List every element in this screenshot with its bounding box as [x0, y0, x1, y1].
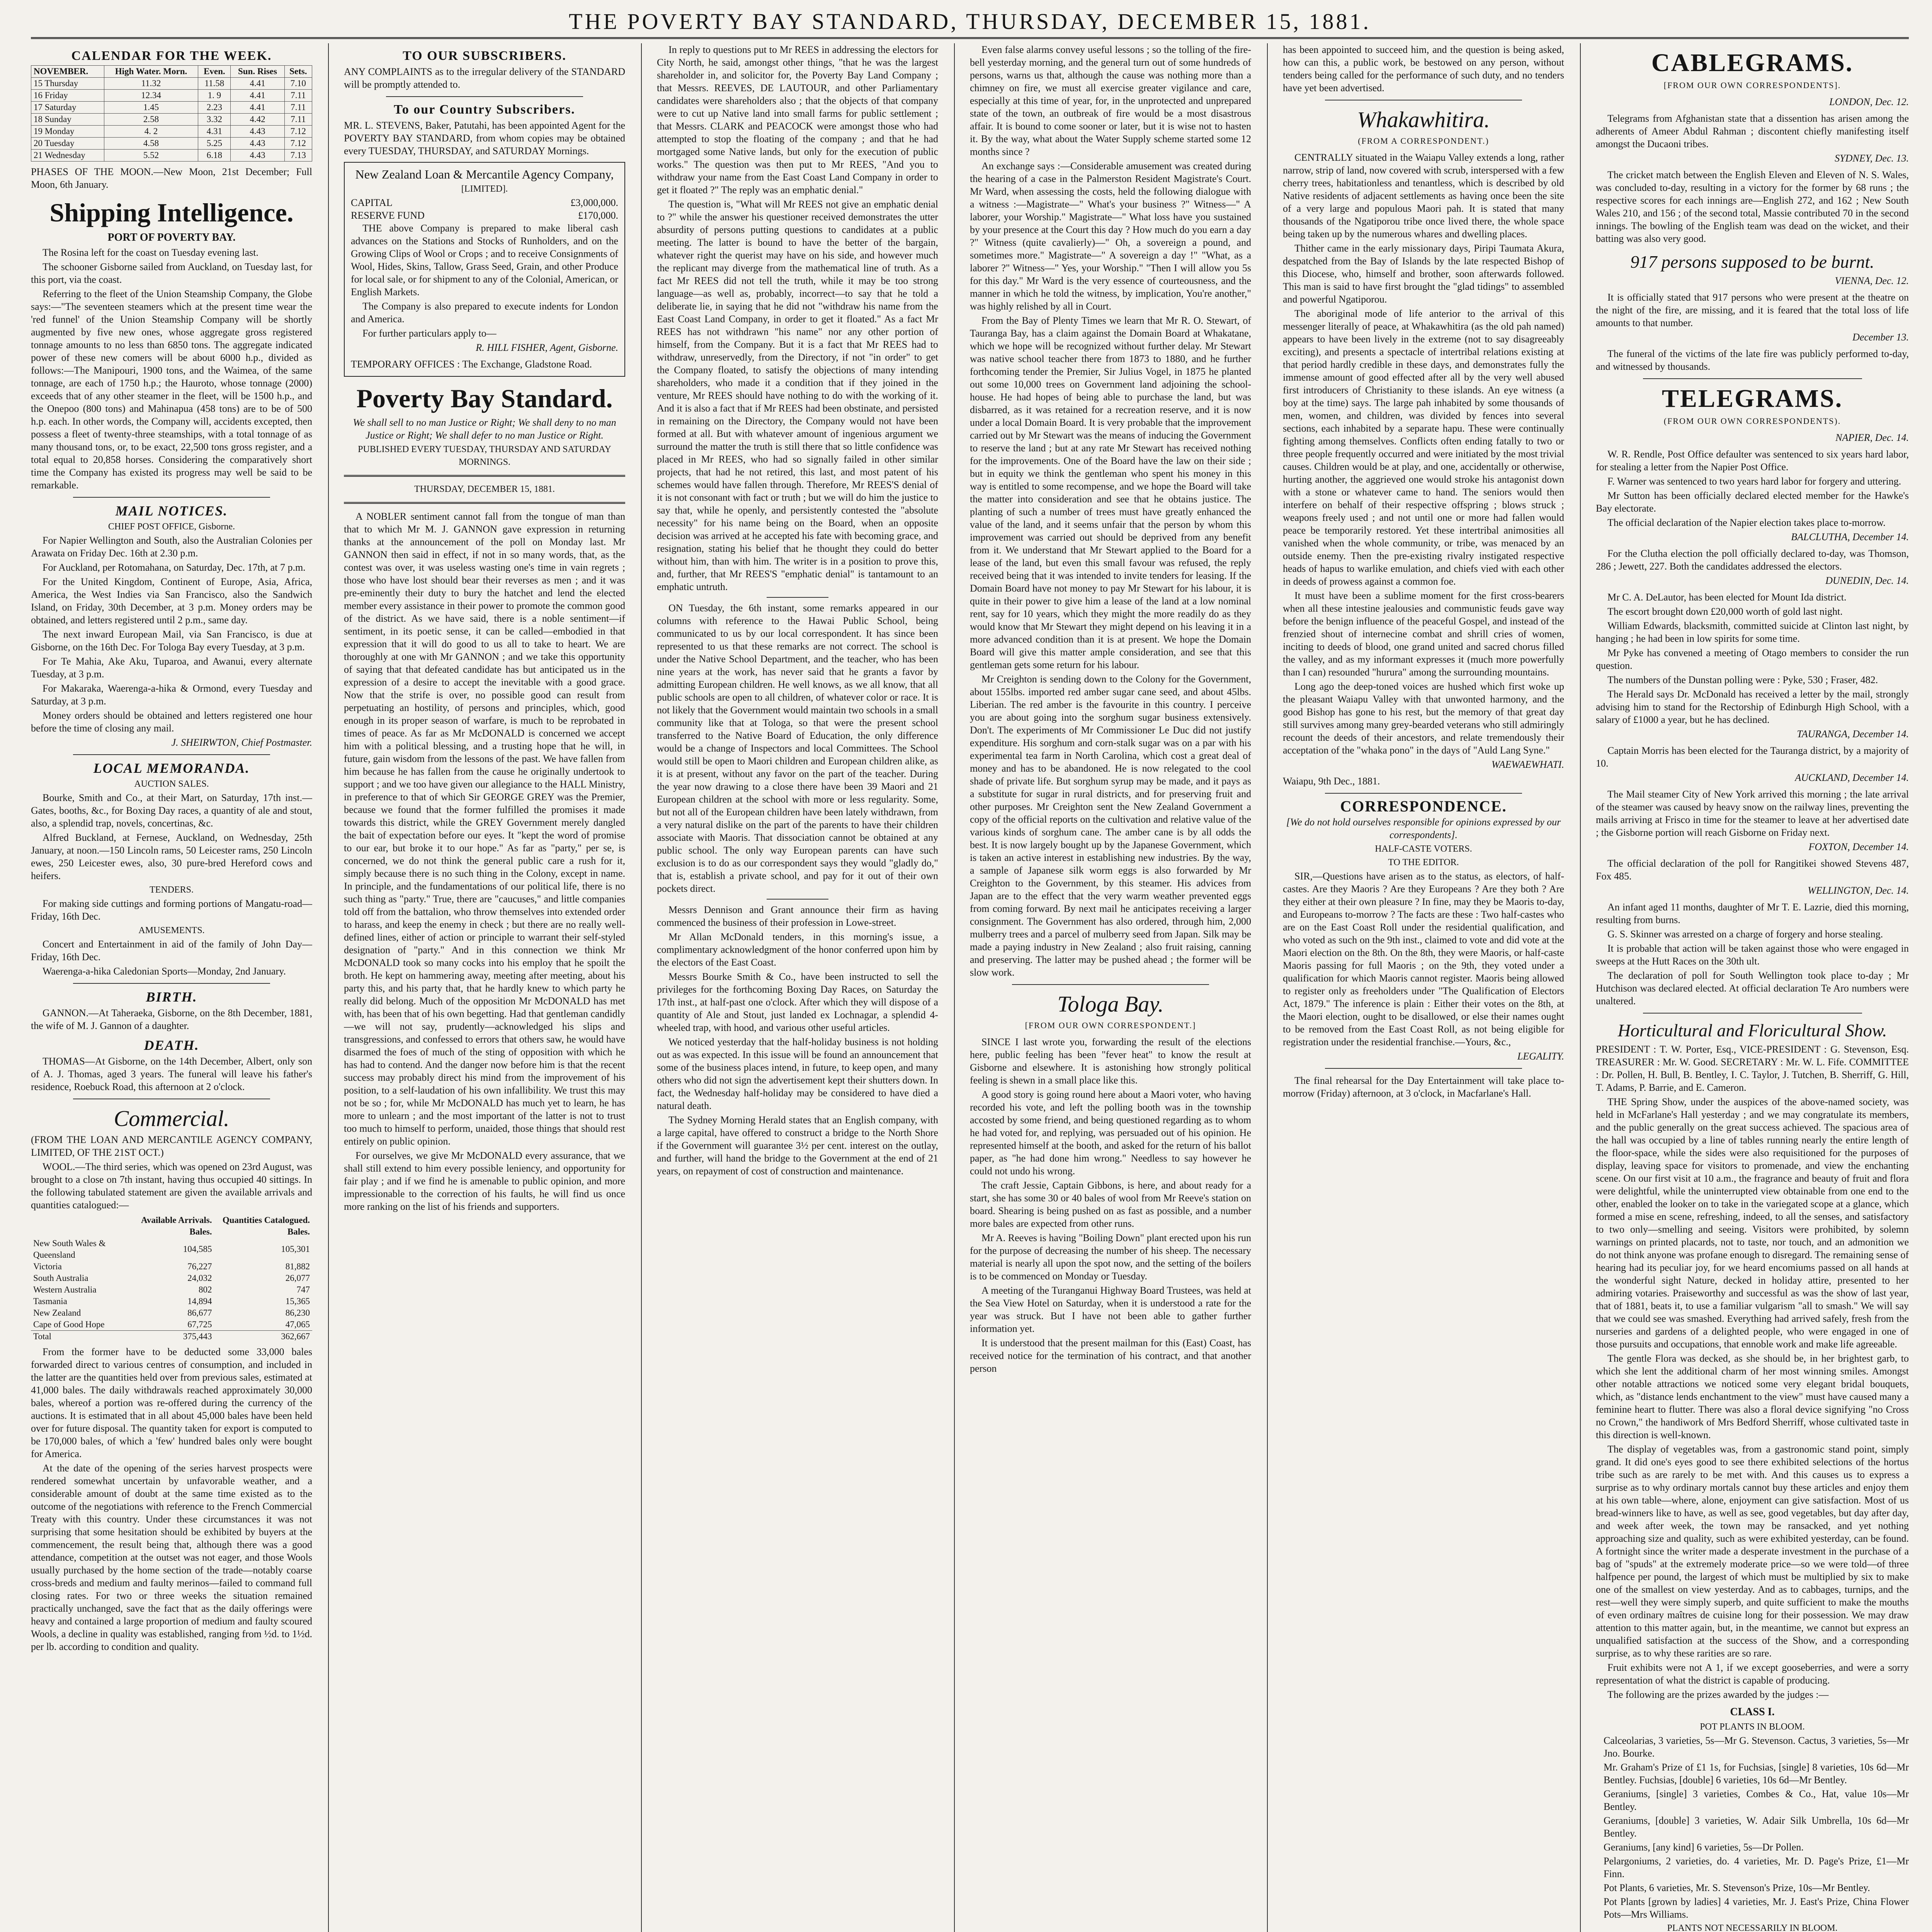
- letter-paragraph: SIR,—Questions have arisen as to the status, as electors, of half-castes. Are they Maoris ? Are they Europeans ? Are they both ? Are they either at their own pleasure ? In fine, may they be Maoris to-day, and Europeans to-morrow ? The facts are these : Two half-castes who are on the East Coast Roll under the residential qualification, and who voted as such on the 9th inst., claimed to vote and did vote at the Maori election on the 8th. On the 8th, they were Maoris, or half-caste Maoris passing for full Maoris ; on the 9th, they voted under a qualification for which Maoris cannot register. Maoris being allowed to register only as freeholders under "The Qualification of Electors Act, 1879." The inference is plain : Either their votes on the 8th, at the Maori election, ought to be disallowed, or else their names ought to be removed from the East Coast Roll, as not being eligible for registration under the residential franchise.—Yours, &c.,: [1283, 871, 1564, 1048]
- table-row: [31, 1307, 312, 1319]
- column-divider: [1580, 43, 1581, 1932]
- capital-label: CAPITAL: [351, 197, 393, 208]
- dateline: AUCKLAND, December 14.: [1795, 772, 1909, 783]
- article-paragraph: The Mail steamer City of New York arrived this morning ; the late arrival of the steamer was caused by heavy snow on the railway lines, preventing the mails arriving at Frisco in time for the steamer to leave at her advertised date ; the Gisborne portion will reach Gisborne on Friday next.: [1596, 789, 1909, 838]
- wool-table: [31, 1214, 312, 1342]
- column-divider: [1267, 43, 1268, 1932]
- article-paragraph: Mr Sutton has been officially declared elected member for the Hawke's Bay electorate.: [1596, 490, 1909, 514]
- table-cell: 14,894: [187, 1296, 212, 1306]
- article-paragraph: For Makaraka, Waerenga-a-hika & Ormond, every Tuesday and Saturday, at 3 p.m.: [31, 683, 312, 707]
- divider: [73, 983, 270, 984]
- article-paragraph: The official declaration of the Napier election takes place to-morrow.: [1607, 517, 1886, 528]
- table-header: High Water. Morn.: [104, 66, 198, 78]
- article-paragraph: Mr Pyke has convened a meeting of Otago members to consider the run question.: [1596, 647, 1909, 671]
- divider: [767, 899, 828, 900]
- news-item: The Sydney Morning Herald states that an English company, with a large capital, have offered to construct a bridge to the North Shore if the Government will guarantee 3½ per cent. interest on the outlay, and further, will hand the bridge to the Government at the end of 21 years, on repayment of cost of construction and maintenance.: [657, 1114, 938, 1177]
- subscribers-title: TO OUR SUBSCRIBERS.: [403, 49, 566, 63]
- article-paragraph: For further particulars apply to—: [362, 328, 497, 339]
- article-paragraph: The following are the prizes awarded by the judges :—: [1607, 1689, 1829, 1700]
- prize-entry: Calceolarias, 3 varieties, 5s—Mr G. Stevenson. Cactus, 3 varieties, 5s—Mr Jno. Bourke.: [1604, 1735, 1909, 1759]
- table-cell: 86,230: [285, 1308, 310, 1318]
- column-divider: [328, 43, 329, 1932]
- article-paragraph: The funeral of the victims of the late fire was publicly performed to-day, and witnessed by thousands.: [1596, 348, 1909, 372]
- masthead-rule: [31, 37, 1909, 39]
- table-cell: 81,882: [285, 1262, 310, 1271]
- dateline: VIENNA, Dec. 12.: [1835, 275, 1909, 286]
- table-cell: 7.11: [284, 90, 312, 102]
- motto: We shall sell to no man Justice or Right; We shall deny to no man Justice or Right; We shall defer to no man Justice or Right.: [353, 417, 616, 441]
- table-row: [31, 90, 312, 102]
- article-paragraph: The numbers of the Dunstan polling were : Pyke, 530 ; Fraser, 482.: [1607, 674, 1878, 685]
- horticultural-title: Horticultural and Floricultural Show.: [1617, 1020, 1887, 1040]
- dateline: NAPIER, Dec. 14.: [1835, 432, 1909, 443]
- article-paragraph: The schooner Gisborne sailed from Auckland, on Tuesday last, for this port, via the coast.: [31, 261, 312, 285]
- table-cell: Tasmania: [33, 1296, 67, 1306]
- article-paragraph: ON Tuesday, the 6th instant, some remarks appeared in our columns with reference to the Hawai Public School, being communicated to us by our local correspondent. It has since been represented to us that these remarks are not correct. The school is under the Native School Department, and the teacher, who has been nine years at the work, has never said that he grants a favor by admitting European children. He well knows, as we all know, that all public schools are open to all children, of whatever color or race. It is not likely that the Government would maintain two schools in a small community like that at Tologa, so that were the present school transferred to the Native Board of Education, the only difference would be a change of Inspectors and local Committees. The School would still be open to Maori children and European children alike, as it is at present, without any favor on the part of the teacher. During the year now drawing to a close there have been 39 Maori and 21 European children at the school with more or less regularity. Some, but not all of the European children have been lately withdrawn, from a very natural dislike on the part of the parents to have their children associate with Maoris. That dissociation cannot be obtained at any public school. The only way European parents can have such exclusion is to do as our correspondent says they would "gladly do," that is, establish a private school, and pay for it out of their own pockets direct.: [657, 602, 938, 894]
- to-the-editor: TO THE EDITOR.: [1388, 857, 1459, 867]
- mail-subtitle: CHIEF POST OFFICE, Gisborne.: [108, 522, 235, 532]
- table-cell: 7.12: [284, 138, 312, 150]
- table-cell: Total: [31, 1331, 131, 1343]
- whakawhitira-subtitle: (FROM A CORRESPONDENT.): [1358, 136, 1489, 146]
- article-paragraph: The Company is also prepared to execute indents for London and America.: [351, 301, 618, 325]
- table-row: [31, 1319, 312, 1331]
- table-cell: 104,585: [183, 1244, 212, 1254]
- divider: [73, 497, 270, 498]
- article-paragraph: For Auckland, per Rotomahana, on Saturday, Dec. 17th, at 7 p.m.: [43, 562, 306, 573]
- divider: [1643, 1013, 1862, 1014]
- news-item: We noticed yesterday that the half-holiday business is not holding out as was expected. In this issue will be found an announcement that some of the business places intend, in future, to keep open, and many others who did not sign the advertisement kept their shutters down. In fact, the Wednesday half-holiday may be considered to have died a natural death.: [657, 1036, 938, 1111]
- table-cell: 4.58: [104, 138, 198, 150]
- table-header: NOVEMBER.: [31, 66, 104, 78]
- cablegrams-title: CABLEGRAMS.: [1651, 49, 1854, 77]
- table-cell: 12.34: [104, 90, 198, 102]
- table-cell: 2.58: [104, 114, 198, 126]
- article-paragraph: Referring to the fleet of the Union Steamship Company, the Globe says:—"The seventeen steamers which at the present time wear the 'red funnel' of the Union Steamship Company will be shortly augmented by five new ones, whose aggregate gross registered tonnage amounts to no less than 6850 tons. The aggregate indicated power of these new comers will be about 6000 h.p., divided as follows:—The Manipouri, 1900 tons, and the Waimea, of the same tonnage, are each of 1750 h.p.; the Hauroto, whose tonnage (2000) exceeds that of any other steamer in the fleet, will be 1500 h.p., and the Onepoo (800 tons) and Mahinapua (458 tons) are to be of 500 h.p. each. In other words, the Company will, accidents excepted, then possess a fleet of twenty-three steamships, with a total tonnage of as many thousand tons, or, to be exact, 22,500 tons gross register, and a total equal to 20,858 horses. Considering the comparatively short time the Company has existed its progress may well be said to be remarkable.: [31, 288, 312, 491]
- published-line: PUBLISHED EVERY TUESDAY, THURSDAY AND SATURDAY MORNINGS.: [358, 444, 611, 467]
- dateline: FOXTON, December 14.: [1808, 841, 1909, 852]
- editorial-paragraph: The question is, "What will Mr REES not give an emphatic denial to ?" while the answer his questioner received demonstrates the utter absurdity of persons putting questions to candidates at a public meeting. The latter is bound to have the better of the bargain, whatever right the querist may have on his side, and however much the replicant may diverge from the mathematical line of truth. As a fact Mr REES did not tell the truth, while it may be too strong language—as well as, probably, incorrect—to say that he told a deliberate lie, in saying that he did not "withdraw his name from the East Coast Land Company, in order to get it floated." As a fact Mr REES has not withdrawn "his name" nor any other portion of himself, from the Company. But it is a fact that Mr REES had to withdraw, unreservedly, from the Directory, if not "in order" to get the Company floated, to satisfy the objections of many intending shareholders, who made it a condition that if they joined in the venture, Mr REES should have nothing to do with the working of it. And it is also a fact that if Mr REES had been obstinate, and persisted in remaining on the Directory, the Company would not have been formed at all. But with whatever amount of ingenious argument we surround the matter the truth is still there that so little confidence was placed in Mr REES, who had so signally failed in other similar projects, that had he not retired, this last, and most patent of his schemes would have fallen through. Therefore, Mr REES'S denial of it is not consonant with fact or truth ; but we will do him the justice to say that, while he openly, and persistently contested the "absolute necessity" for his name being on the Board, when an opposite decision was arrived at he accepted his fate with becoming grace, and resignation, stating his belief that he thought they could do better without him, than with him. The writer is in a position to prove this, and, further, that Mr REES'S "emphatic denial" is tantamount to an emphatic untruth.: [657, 199, 938, 592]
- table-cell: 747: [296, 1285, 310, 1294]
- news-item: Mr Allan McDonald tenders, in this morning's issue, a complimentary acknowledgment of the honor conferred upon him by the electors of the East Coast.: [657, 931, 938, 968]
- class-heading: CLASS I.: [1730, 1706, 1775, 1718]
- article-paragraph: Thither came in the early missionary days, Piripi Taumata Akura, despatched from the Bay of Islands by the late respected Bishop of this Diocese, who, himself and brother, soon afterwards followed. This man is said to have first brought the "glad tidings" to assembled and powerful Ngatiporou.: [1283, 243, 1564, 305]
- half-caste-title: HALF-CASTE VOTERS.: [1375, 844, 1472, 854]
- column-2: [344, 43, 625, 1932]
- article-paragraph: An infant aged 11 months, daughter of Mr T. E. Lazrie, died this morning, resulting from burns.: [1596, 901, 1909, 925]
- table-row: [31, 102, 312, 114]
- death-title: DEATH.: [144, 1037, 199, 1053]
- table-row: [31, 138, 312, 150]
- table-row: [31, 1296, 312, 1307]
- advert-limited: [LIMITED].: [461, 184, 508, 194]
- article-paragraph: At the date of the opening of the series harvest prospects were rendered somewhat uncertain by unfavorable weather, and a considerable amount of doubt at the same time existed as to the outcome of the negotiations with reference to the French Commercial Treaty with this country. Under these circumstances it was not surprising that some hesitation should be exhibited by buyers at the commencement, the result being that, although there was a good attendance, competition at the outset was not eager, and those Wools usually purchased by the home section of the trade—notably coarse cross-breds and medium and faulty merinos—failed to command full closing rates. For two or three weeks the situation remained practically unchanged, save the fact that as the daily offerings were heavy and contained a large proportion of medium and faulty scoured Wools, a decline in quality was established, ranging from ½d. to 1½d. per lb. according to condition and quality.: [31, 1463, 312, 1652]
- table-cell: 4.41: [231, 90, 284, 102]
- article-paragraph: The gentle Flora was decked, as she should be, in her brightest garb, to which she lent the additional charm of her most winning smiles. Amongst other notable attractions we noticed some very elegant bridal bouquets, which, as "distance lends enchantment to the view" must have caused many a feminine heart to flutter. There was also a floral device signifying "no Cross no Crown," the handiwork of Mrs Bedford Sherriff, whose cultivated taste in this direction is well-known.: [1596, 1353, 1909, 1440]
- table-cell: 7.10: [284, 78, 312, 90]
- dateline: THURSDAY, DECEMBER 15, 1881.: [414, 484, 555, 494]
- article-paragraph: For the Clutha election the poll officially declared to-day, was Thomson, 286 ; Jewett, 227. Both the candidates addressed the electors.: [1596, 548, 1909, 572]
- article-paragraph: The display of vegetables was, from a gastronomic stand point, simply grand. It did one's eyes good to see there exhibited selections of the hortus tribe such as are rarely to be met with. And this causes us to express a surprise as to why ordinary mortals cannot buy these articles and enjoy them at his own table—where, alone, enjoyment can give satisfaction. Most of us bread-winners like to have, as well as see, good vegetables, but day after day, and week after week, the town may be ransacked, and yet nothing approaching size and quality, such as were exhibited yesterday, can be found. A fortnight since the writer made a desperate investment in the purchase of a bag of "spuds" at the extremely moderate price—so we were told—of three halfpence per pound, the largest of which must be multiplied by six to make one of the smallest on view yesterday. And as to cabbages, turnips, and the rest—well they were simply superb, and quite sufficient to make the mouths of even ordinary maîtres de cuisine long for their possession. We may draw attention to this matter again, but, in the meantime, we cannot but express an unqualified satisfaction at the success of the Show, and a corresponding surprise, as to why these rarities are so rare.: [1596, 1444, 1909, 1659]
- table-cell: 15 Thursday: [31, 78, 104, 90]
- table-row: [31, 1238, 312, 1261]
- editorial-paragraph: For ourselves, we give Mr McDONALD every assurance, that we shall still extend to him every possible leniency, and opportunity for fair play ; and if we find he is amenable to public opinion, and more impressionable to the correction of his faults, he will find us once more ranking on the list of his friends and supporters.: [344, 1150, 625, 1212]
- article-paragraph: WOOL.—The third series, which was opened on 23rd August, was brought to a close on 7th instant, having thus occupied 40 sittings. In the following tabulated statement are given the available arrivals and quantities catalogued:—: [31, 1161, 312, 1211]
- article-paragraph: The next inward European Mail, via San Francisco, is due at Gisborne, on the 16th Dec. For Tologa Bay every Tuesday, at 3 p.m.: [31, 629, 312, 653]
- news-item: An exchange says :—Considerable amusement was created during the hearing of a case in the Palmerston Resident Magistrate's Court. Mr Ward, when assessing the costs, held the following dialogue with a witness :—Magistrate—" What's your business ?" Witness—" A laborer, your Worship." Magistrate—" What loss have you sustained by your presence at the Court this day ? How much do you earn a day ?" Witness (quite cavalierly)—" Oh, a sovereign a pound, and sometimes more." Magistrate—" A sovereign a day !" "What, as a laborer ?" Witness—" Yes, your Worship." "Then I will allow you 5s for this day." Mr Ward is the very essence of courteousness, and the manner in which he told the witness, by implication, You're another," was highly relished by all in Court.: [970, 160, 1251, 312]
- dateline: TAURANGA, December 14.: [1797, 728, 1909, 740]
- article-paragraph: Mr C. A. DeLautor, has been elected for Mount Ida district.: [1607, 592, 1847, 603]
- news-item: Mr Creighton is sending down to the Colony for the Government, about 155lbs. imported red amber sugar cane seed, and about 45lbs. Liberian. The red amber is the favourite in this country. I perceive you are about going into the sorghum sugar business extensively. Don't. The experiments of Mr Commissioner Le Duc did not justify expenditure. His sorghum and corn-stalk sugar was on a par with his experimental tea farm in North Carolina, which cost a great deal of money and has to be abandoned. He is now relegated to the cool shade of private life. But sorghum syrup may be made, and it pays as a substitute for sugar in rural districts, and for preserving fruit and other purposes. Mr Creighton sent the New Zealand Government a copy of the official reports on the cultivation and relative value of the various kinds of sorghum cane. The amber cane is by all odds the best. It is now largely bought up by the Japanese Government, which is taken an active interest in establishing new industries. By the way, a sample of Japanese silk worm eggs is also forwarded by Mr Creighton to the Government, by this steamer. His advices from Japan are to the effect that the very warm weather prevented eggs from coming forward. By next mail he anticipates receiving a larger consignment. The Government has also ordered, through him, 2,000 mulberry trees and a parcel of mulberry seed from Japan. Silk may be made a paying industry in New Zealand ; also fruit raising, canning and preserving. The latter may be pushed ahead ; the former will be slow work.: [970, 673, 1251, 978]
- table-cell: 19 Monday: [31, 126, 104, 138]
- prize-entry: Mr. Graham's Prize of £1 1s, for Fuchsias, [single] 8 varieties, 10s 6d—Mr Bentley. Fuchsias, [double] 6 varieties, 10s 6d—Mr Bentley.: [1604, 1762, 1909, 1786]
- article-paragraph: MR. L. STEVENS, Baker, Patutahi, has been appointed Agent for the POVERTY BAY STANDARD, from whom copies may be obtained every TUESDAY, THURSDAY, and SATURDAY Mornings.: [344, 120, 625, 156]
- table-cell: 7.13: [284, 150, 312, 162]
- amusements-title: AMUSEMENTS.: [138, 925, 205, 935]
- correspondence-note: [We do not hold ourselves responsible for opinions expressed by our correspondents].: [1286, 816, 1561, 840]
- dateline: December 13.: [1852, 332, 1909, 343]
- table-row: [31, 126, 312, 138]
- cablegrams-subtitle: [FROM OUR OWN CORRESPONDENTS].: [1663, 80, 1841, 90]
- auction-title: AUCTION SALES.: [134, 779, 209, 789]
- article-paragraph: Captain Morris has been elected for the Tauranga district, by a majority of 10.: [1596, 745, 1909, 769]
- table-cell: Cape of Good Hope: [33, 1320, 105, 1329]
- table-cell: 86,677: [187, 1308, 212, 1318]
- signature: LEGALITY.: [1517, 1051, 1564, 1062]
- table-header: Even.: [198, 66, 231, 78]
- divider: [386, 96, 583, 97]
- news-item: Even false alarms convey useful lessons ; so the tolling of the fire-bell yesterday morning, and the general turn out of some hundreds of persons, warns us that, although the cause was nothing more than a chimney on fire, we must all exercise greater vigilance and care, especially at this time of year, for, in the unprotected and unprepared state of the town, an outbreak of fire would be a most disastrous affair. It is bound to come sooner or later, but it is wise not to hasten it. By the way, what about the Water Supply scheme started some 12 months since ?: [970, 44, 1251, 157]
- table-cell: 7.11: [284, 102, 312, 114]
- dateline: WELLINGTON, Dec. 14.: [1808, 885, 1909, 896]
- news-item: The final rehearsal for the Day Entertainment will take place to-morrow (Friday) afternoon, at 3 o'clock, in Macfarlane's Hall.: [1283, 1075, 1564, 1099]
- article-paragraph: Long ago the deep-toned voices are hushed which first woke up the pleasant Waiapu Valley with that unwonted harmony, and the good Bishop has gone to his rest, but the memory of that great day still survives among many grey-bearded veterans who still admiringly recount the deeds of their ancestors, and relate tremendously their acceptation of the "whaka pono" in the days of "Auld Lang Syne.": [1283, 681, 1564, 756]
- table-header: [31, 1214, 131, 1238]
- table-header: Sets.: [284, 66, 312, 78]
- telegrams-title: TELEGRAMS.: [1662, 384, 1843, 413]
- article-paragraph: For Te Mahia, Ake Aku, Tuparoa, and Awanui, every alternate Tuesday, at 3 p.m.: [31, 656, 312, 680]
- article-paragraph: W. R. Rendle, Post Office defaulter was sentenced to six years hard labor, for stealing a letter from the Napier Post Office.: [1596, 449, 1909, 473]
- table-cell: 11.32: [104, 78, 198, 90]
- article-paragraph: The declaration of poll for South Wellington took place to-day ; Mr Hutchison was declared elected. At official declaration Te Aro numbers were unaltered.: [1596, 970, 1909, 1007]
- tenders-title: TENDERS.: [150, 885, 194, 895]
- table-cell: 4. 2: [104, 126, 198, 138]
- telegrams-subtitle: (FROM OUR OWN CORRESPONDENTS).: [1663, 416, 1841, 426]
- news-item: From the Bay of Plenty Times we learn that Mr R. O. Stewart, of Tauranga Bay, has a claim against the Domain Board at Whakatane, which we hope will be recognized without further delay. Mr Stewart was native school teacher there from 1873 to 1880, and he further forthcoming tender the Premier, Sir Julius Vogel, in 1875 he planted out some 10,000 trees on Government land adjoining the school-house. He had hopes of being able to purchase the land, but was disbarred, as it was retained for a recreation reserve, and it is now under a local Domain Board. It is very probable that the improvement carried out by Mr Stewart was the means of inducing the Government to reserve the land ; but at any rate Mr Stewart has received nothing for the improvements. One of the Board have the law on their side ; but in equity we think the gentleman who spent his money in this way is entitled to some recompense, and we hope the Board will take the matter into consideration and see that he obtains justice. The planting of such a number of trees must have greatly enhanced the value of the land, and it seems unfair that the person by whom this improvement was carried out should be deprived from any benefit from it. We understand that Mr Stewart applied to the Board for a lease of the land, but even this small favour was refused, the reply received being that it was intended to invite tenders for leasing. If the Domain Board have not money to pay Mr Stewart for his labour, it is quite in their power to give him a lease of the land at a low nominal rent, say for 10 years, which they might the more readily do as they would know that Mr Stewart they might depend on his leaving it in a more advanced condition than it is at present. We hope the Domain Board will give this matter ample consideration, and see that this gentleman gets some return for his labour.: [970, 315, 1251, 670]
- table-cell: 6.18: [198, 150, 231, 162]
- article-paragraph: A good story is going round here about a Maori voter, who having recorded his vote, and left the polling booth was in the township accosted by some friend, and being questioned regarding as to whom he had voted for, and replying, was persuaded out of his opinion. He represented himself at the booth, and asked for the return of his ballot paper, as "he had done him wrong." Needless to say however he could not undo his wrong.: [970, 1089, 1251, 1177]
- whakawhitira-title: Whakawhitira.: [1357, 107, 1490, 132]
- shipping-title: Shipping Intelligence.: [49, 198, 294, 227]
- divider: [344, 475, 625, 477]
- signature: WAEWAEWHATI.: [1491, 759, 1564, 770]
- table-cell: 47,065: [285, 1320, 310, 1329]
- article-paragraph: From the former have to be deducted some 33,000 bales forwarded direct to various centres of consumption, and included in the latter are the quantities held over from previous sales, estimated at 41,000 bales. The daily withdrawals reached approximately 30,000 bales, whereof a portion was re-offered during the currency of the auctions. It is estimated that in all about 45,000 bales have been held over for future disposal. The quantity taken for export is computed to be 170,000 bales, of which a 'few' hundred bales only were bought for America.: [31, 1346, 312, 1459]
- dateline: SYDNEY, Dec. 13.: [1835, 153, 1909, 164]
- news-item: Messrs Dennison and Grant announce their firm as having commenced the business of their profession in Lowe-street.: [657, 904, 938, 928]
- table-cell: 4.31: [198, 126, 231, 138]
- article-paragraph: A meeting of the Turanganui Highway Board Trustees, was held at the Sea View Hotel on Saturday, when it is understood a rate for the year was struck. But I have not been able to gather further information yet.: [970, 1285, 1251, 1334]
- capital-line: [351, 196, 618, 209]
- column-4: [970, 43, 1251, 1932]
- moon-phases: PHASES OF THE MOON.—New Moon, 21st December; Full Moon, 6th January.: [31, 166, 312, 190]
- mail-notices-title: MAIL NOTICES.: [115, 503, 228, 519]
- article-paragraph: Fruit exhibits were not A 1, if we except gooseberries, and were a sorry representation of what the district is capable of producing.: [1596, 1662, 1909, 1686]
- article-paragraph: It must have been a sublime moment for the first cross-bearers when all these intestine jealousies and communistic feuds gave way before the benign influence of the peaceful Gospel, and instead of the frenzied shout of internecine combat and shrill cries of women, inciting to deeds of blood, one grand united and sacred chorus filled the valley, and as my informant expresses it (much more powerfully than I can) resounded "hurura" among the surrounding mountains.: [1283, 590, 1564, 678]
- divider: [1643, 378, 1862, 379]
- dateline: Waiapu, 9th Dec., 1881.: [1283, 776, 1380, 787]
- birth-title: BIRTH.: [146, 989, 197, 1005]
- table-row: [31, 150, 312, 162]
- article-paragraph: It is understood that the present mailman for this (East) Coast, has received notice for the termination of his contract, and that another person: [970, 1337, 1251, 1374]
- article-paragraph: Waerenga-a-hika Caledonian Sports—Monday, 2nd January.: [43, 966, 286, 977]
- divider: [1012, 984, 1209, 985]
- table-cell: 18 Sunday: [31, 114, 104, 126]
- table-cell: 76,227: [187, 1262, 212, 1271]
- calendar-title: CALENDAR FOR THE WEEK.: [71, 49, 272, 63]
- loan-company-advert: [344, 162, 625, 377]
- column-divider: [641, 43, 642, 1932]
- divider: [1325, 1068, 1522, 1069]
- table-cell: 3.32: [198, 114, 231, 126]
- article-paragraph: ANY COMPLAINTS as to the irregular delivery of the STANDARD will be promptly attended to.: [344, 66, 625, 90]
- table-cell: 1. 9: [198, 90, 231, 102]
- article-paragraph: Mr A. Reeves is having "Boiling Down" plant erected upon his run for the purpose of decreasing the number of his sheep. The necessary material is nearly all upon the spot now, and the setting of the boilers is to be commenced on Monday or Tuesday.: [970, 1232, 1251, 1282]
- article-paragraph: For Napier Wellington and South, also the Australian Colonies per Arawata on Friday Dec. 16th at 2.30 p.m.: [31, 535, 312, 559]
- table-cell: 21 Wednesday: [31, 150, 104, 162]
- table-cell: 4.42: [231, 114, 284, 126]
- table-cell: 26,077: [285, 1273, 310, 1283]
- table-total-row: [31, 1331, 312, 1343]
- divider: [1325, 793, 1522, 794]
- prize-entry: Geraniums, [single] 3 varieties, Combes & Co., Hat, value 10s—Mr Bentley.: [1604, 1788, 1909, 1812]
- prize-entry: Geraniums, [double] 3 varieties, W. Adair Silk Umbrella, 10s 6d—Mr Bentley.: [1604, 1815, 1909, 1839]
- burnt-headline: 917 persons supposed to be burnt.: [1630, 252, 1874, 272]
- article-paragraph: The official declaration of the poll for Rangitikei showed Stevens 487, Fox 485.: [1596, 858, 1909, 882]
- dateline: BALCLUTHA, December 14.: [1791, 531, 1909, 543]
- dateline: LONDON, Dec. 12.: [1829, 96, 1909, 107]
- table-cell: 2.23: [198, 102, 231, 114]
- article-paragraph: It is officially stated that 917 persons who were present at the theatre on the night of the fire, are missing, and it is feared that the total loss of life amounts to that number.: [1596, 292, 1909, 328]
- reserve-line: [351, 209, 618, 222]
- officers-list: PRESIDENT : T. W. Porter, Esq., VICE-PRESIDENT : G. Stevenson, Esq. TREASURER : Mr. W. Good. SECRETARY : Mr. W. L. Fife. COMMITTEE : Dr. Pollen, H. Bull, B. Bentley, I. C. Taylor, J. Tutchen, B. Sherriff, G. Hill, T. Adams, P. Barrie, and E. Cameron.: [1596, 1044, 1909, 1093]
- table-cell: 4.43: [231, 138, 284, 150]
- table-row: [31, 114, 312, 126]
- tologa-bay-title: Tologa Bay.: [1057, 992, 1164, 1017]
- table-cell: 5.25: [198, 138, 231, 150]
- article-paragraph: SINCE I last wrote you, forwarding the result of the elections here, public feeling has been "fever heat" to know the result at Gisborne and elsewhere. It is astonishing how strongly political feeling is shewn in a small place like this.: [970, 1036, 1251, 1086]
- article-paragraph: The Herald says Dr. McDonald has received a letter by the mail, strongly advising him to stand for the Rectorship of Edinburgh High School, with a salary of £1000 a year, but he has declined.: [1596, 689, 1909, 725]
- column-divider: [954, 43, 955, 1932]
- reserve-label: RESERVE FUND: [351, 210, 425, 221]
- table-cell: 24,032: [187, 1273, 212, 1283]
- article-paragraph: The craft Jessie, Captain Gibbons, is here, and about ready for a start, she has some 30 or 40 bales of wool from Mr Reeve's station on board. Shearing is being pushed on as fast as possible, and a number more bales are expected from other runs.: [970, 1180, 1251, 1229]
- article-paragraph: The Rosina left for the coast on Tuesday evening last.: [43, 247, 259, 258]
- local-memoranda-title: LOCAL MEMORANDA.: [93, 760, 250, 776]
- port-title: PORT OF POVERTY BAY.: [107, 231, 236, 243]
- table-cell: South Australia: [33, 1273, 88, 1283]
- article-paragraph: For the United Kingdom, Continent of Europe, Asia, Africa, America, the West Indies via San Francisco, also the Sandwich Island, on Friday, 30th December, at 3 p.m. Money orders may be obtained, and letters registered until 2 p.m., same day.: [31, 576, 312, 626]
- calendar-table: [31, 65, 312, 162]
- dateline: DUNEDIN, Dec. 14.: [1825, 575, 1909, 586]
- table-cell: New Zealand: [33, 1308, 81, 1318]
- column-6: [1596, 43, 1909, 1932]
- table-cell: 11.58: [198, 78, 231, 90]
- table-cell: 7.11: [284, 114, 312, 126]
- article-paragraph: THOMAS—At Gisborne, on the 14th December, Albert, only son of A. J. Thomas, aged 3 years. The funeral will leave his father's residence, Roebuck Road, this afternoon at 2 o'clock.: [31, 1056, 312, 1092]
- editorial-paragraph: In reply to questions put to Mr REES in addressing the electors for City North, he said, amongst other things, "that he was the largest shareholder in, and solicitor for, the Poverty Bay Land Company ; that Messrs. REEVES, DE LAUTOUR, and other Parliamentary candidates were shareholders also ; that the objects of that company were to cut up Native land into small farms for public settlement ; that Messrs. CLARK and PEACOCK were amongst those who had attempted to stop the floating of the company ; and that he had mortgaged some Native lands, but only for the execution of public works." The question was then put to Mr REES, "And you to withdraw your name from the East Coast Land Company in order to get it floated ?" The reply was an emphatic denial.": [657, 44, 938, 196]
- paper-title: Poverty Bay Standard.: [356, 384, 613, 413]
- table-cell: 1.45: [104, 102, 198, 114]
- table-cell: Victoria: [33, 1262, 62, 1271]
- article-paragraph: CENTRALLY situated in the Waiapu Valley extends a long, rather narrow, strip of land, now covered with scrub, interspersed with a few cherry trees, habitationless and tenantless, which is described by old Native residents of adjacent settlements as having once been the site of a very large and populous Maori pah. It is stated that many thousands of the Ngatiporou tribe once lived there, the whole space being taken up by the numerous whares and dwelling places.: [1283, 152, 1564, 240]
- article-paragraph: For making side cuttings and forming portions of Mangatu-road—Friday, 16th Dec.: [31, 898, 312, 922]
- article-paragraph: Telegrams from Afghanistan state that a dissention has arisen among the adherents of Ameer Abdul Rahman ; discontent chiefly manifesting itself amongst the Ducaoni tribes.: [1596, 113, 1909, 150]
- table-row: [31, 1272, 312, 1284]
- table-cell: 20 Tuesday: [31, 138, 104, 150]
- table-row: [31, 78, 312, 90]
- article-paragraph: F. Warner was sentenced to two years hard labor for forgery and uttering.: [1607, 476, 1901, 487]
- table-cell: 4.41: [231, 78, 284, 90]
- table-cell: 105,301: [281, 1244, 310, 1254]
- table-cell: 4.41: [231, 102, 284, 114]
- editorial-paragraph: A NOBLER sentiment cannot fall from the tongue of man than that to which Mr M. J. GANNON gave expression in returning thanks at the announcement of the poll on Monday last. Mr GANNON then said in effect, if not in so many words, that, as the contest was over, it was useless wasting one's time in vain regrets ; those who have lost should bear their reverses as men ; and it was pre-eminently their duty to bury the hatchet and lend the elected member every assistance in their power to promote the common good of the district. As we have said, there is a noble sentiment—if sentiment, in its poetic sense, it can be called—embodied in that expression that it will do good to us all to take to heart. We are thoroughly at one with Mr GANNON ; and we take this opportunity of saying that that defeated candidate has but anticipated us in the expression of a desire to accept the inevitable with a good grace. Now that the strife is over, no possible good can result from perpetuating an hostility, of persons and principles, which, good enough in its proper season of warfare, is much to be reprobated in times of peace. As far as Mr McDONALD is concerned we accept him with a political blessing, and a trusting hope that he will, in future, gain wisdom from the lessons of the past. We have fallen from him because he has fallen from the cause he originally undertook to support ; and we too have given our allegiance to the HALL Ministry, in preference to that of which Sir GEORGE GREY was the Premier, because we found that the former fulfilled the promises it made towards this district, while the GREY Government merely dangled the bait of expectation before our eyes. It "kept the word of promise to our ear, but broke it to our hope." As far as "party," per se, is concerned, we do not think the general public care a rush for it, simply because there is no such thing in the Colony, except in name. In principle, and the fundamentations of our political life, there is no such thing as "party." True, there are "caucuses," and little companies told off from the battalion, who throw themselves into extended order to harass, and keep the enemy in check ; but there are no really well-defined lines, either of action or principle to warrant their self-styled designation of "party." And in this connection we think Mr McDONALD took so many cocks into his employ that he spoilt the broth. He kept on hammering away, meeting after meeting, about his party this, and his party that, that he hardly knew to which party he really did belong. Much of the opposition Mr McDONALD has met with, has been that of his own begetting. Had that gentleman candidly—we will not say, prudently—acknowledged his slips and transgressions, and confessed to errors that others saw, he would have disarmed the foes of much of the sting of opposition with which he has had to contend. And the danger now before him is that the recent success may probably direct his mind from the improvement of his position, to a self-laudation of his own infallibility. We trust this may not be so ; for, while Mr McDONALD has much yet to learn, he has more to unlearn ; and the most important of the latter is not to trust too much to himself to perform, unaided, those things that should rest entirely on public opinion.: [344, 511, 625, 1147]
- temporary-offices: TEMPORARY OFFICES : The Exchange, Gladstone Road.: [351, 359, 592, 370]
- table-row: [31, 1284, 312, 1296]
- tologa-subtitle: [FROM OUR OWN CORRESPONDENT.]: [1025, 1020, 1196, 1030]
- table-cell: 67,725: [187, 1320, 212, 1329]
- prize-entry: Pot Plants, 6 varieties, Mr. S. Stevenson's Prize, 10s—Mr Bentley.: [1604, 1882, 1870, 1893]
- article-paragraph: Alfred Buckland, at Fernese, Auckland, on Wednesday, 25th January, at noon.—150 Lincoln rams, 50 Leicester rams, 250 Lincoln ewes, 250 Leicester ewes, also, 30 pure-bred Hereford cows and heifers.: [31, 832, 312, 881]
- commercial-title: Commercial.: [114, 1106, 230, 1131]
- table-cell: Western Australia: [33, 1285, 97, 1294]
- news-item: Messrs Bourke Smith & Co., have been instructed to sell the privileges for the forthcoming Boxing Day Races, on Saturday the 17th inst., at half-past one o'clock. After which they will dispose of a quantity of Ale and Stout, just landed ex Lochnagar, a splendid 4-wheeled trap, with hood, and various other useful articles.: [657, 971, 938, 1033]
- article-paragraph: has been appointed to succeed him, and the question is being asked, how can this, a public work, be bestowed on any person, without tenders being called for the performance of such duty, and no tenders have yet been advertised.: [1283, 44, 1564, 94]
- reserve-value: £170,000.: [578, 210, 618, 221]
- agent-signature: R. HILL FISHER, Agent, Gisborne.: [476, 342, 618, 353]
- article-paragraph: THE above Company is prepared to make liberal cash advances on the Stations and Stocks of Runholders, and on the Growing Clips of Wool or Crops ; and to receive Consignments of Wool, Hides, Skins, Tallow, Grass Seed, Grain, and other Produce for local sale, or for shipment to any of the Colonial, American, or English Markets.: [351, 223, 618, 298]
- capital-value: £3,000,000.: [570, 197, 618, 208]
- article-paragraph: THE Spring Show, under the auspices of the above-named society, was held in McFarlane's Hall yesterday ; and we may congratulate its members, and the public generally on the great success achieved. The spacious area of the hall was occupied by a line of tables running nearly the entire length of the floor-space, while the sides were also requisitioned for the purposes of display, leaving space for visitors to promenade, and view the enchanting scene. On our first visit at 10 a.m., the fragrance and beauty of fruit and flora were delightful, while the uninterrupted view obtainable from one end to the other, enabled the looker on to take in the variegated scope at a glance, which formed a mise en scene, refreshing, indeed, to all the senses, and satisfactory to two only—smelling and seeing. Visitors were prohibited, by solemn warnings on printed placards, not to taste, nor touch, and an admonition we do not think anyone was profane enough to disregard. The remaining sense of hearing had its peculiar joy, for we heard encomiums passed on all hands at the wonderful sight Nature, decked in holiday attire, presented to her admiring votaries. Praiseworthy and successful as was the show of last year, that of 1881, beats it, to use a familiar vulgarism "all to smash." We will say that we could see was smashed. Everything had arrived safely, fresh from the nurseries and gardens of a delighted people, who were engaged in one of those pursuits and occupations, that ennoble work and make life agreeable.: [1596, 1096, 1909, 1350]
- article-paragraph: The aboriginal mode of life anterior to the arrival of this messenger literally of peace, at Whakawhitira (as the old pah named) appears to have been lively in the extreme (not to say disagreeably exciting), and presents a spectacle of intertribal relations existing at that period hardly credible in these days, and demonstrates fully the immense amount of good effected after all by the very well abused first introducers of Christianity to these islands. An eye witness (a boy at the time) says. The large pah inhabited by some thousands of men, women, and children, was divided by fences into several sections, each inhabited by a separate hapu. These were continually fighting among themselves. Conflicts often ending fatally to two or three people frequently occurred and were initiated by the most trivial causes. Children would be at play, and one, accidentally or otherwise, hurting another, the aggrieved one would stroke his antagonist down with a stone or whatever came to hand. The seniors would then interfere on behalf of their respective offspring ; blows struck ; weapons freely used ; and not until one or more had fallen would peace be temporarily restored. Yet these intertribal animosities all vanished when the whole community, or tribe, was menaced by an outside enemy. Then the pre-existing rivalry instigated respective heads of hapus to warlike emulation, and chiefs vied with each other in deeds of prowess against a common foe.: [1283, 308, 1564, 587]
- article-paragraph: Concert and Entertainment in aid of the family of John Day—Friday, 16th Dec.: [31, 939, 312, 963]
- table-cell: 7.12: [284, 126, 312, 138]
- prize-entry: Pelargoniums, 2 varieties, do. 4 varieties, Mr. D. Page's Prize, £1—Mr Finn.: [1604, 1855, 1909, 1879]
- table-cell: 4.43: [231, 126, 284, 138]
- table-cell: 17 Saturday: [31, 102, 104, 114]
- table-cell: New South Wales & Queensland: [33, 1238, 106, 1260]
- masthead: THE POVERTY BAY STANDARD, THURSDAY, DECEMBER 15, 1881.: [569, 9, 1371, 34]
- table-cell: 16 Friday: [31, 90, 104, 102]
- divider: [767, 597, 828, 598]
- table-cell: 375,443: [131, 1331, 214, 1343]
- commercial-subtitle: (FROM THE LOAN AND MERCANTILE AGENCY COMPANY, LIMITED, OF THE 21ST OCT.): [31, 1134, 312, 1158]
- table-cell: 4.43: [231, 150, 284, 162]
- divider: [73, 754, 270, 755]
- table-cell: 5.52: [104, 150, 198, 162]
- table-header: Sun. Rises: [231, 66, 284, 78]
- prize-entry: Geraniums, [any kind] 6 varieties, 5s—Dr Pollen.: [1604, 1842, 1804, 1853]
- article-paragraph: G. S. Skinner was arrested on a charge of forgery and horse stealing.: [1607, 929, 1883, 940]
- column-5: [1283, 43, 1564, 1932]
- signature: J. SHEIRWTON, Chief Postmaster.: [171, 737, 312, 748]
- article-paragraph: GANNON.—At Taheraeka, Gisborne, on the 8th December, 1881, the wife of M. J. Gannon of a daughter.: [31, 1007, 312, 1031]
- article-paragraph: The escort brought down £20,000 worth of gold last night.: [1607, 606, 1843, 617]
- table-cell: 362,667: [214, 1331, 313, 1343]
- article-paragraph: William Edwards, blacksmith, committed suicide at Clinton last night, by hanging ; he had been in low spirits for some time.: [1596, 620, 1909, 644]
- country-subscribers-title: To our Country Subscribers.: [394, 102, 575, 117]
- prize-category: POT PLANTS IN BLOOM.: [1700, 1722, 1805, 1732]
- advert-title: New Zealand Loan & Mercantile Agency Company,: [355, 167, 614, 181]
- divider: [344, 502, 625, 504]
- table-header: Quantities Catalogued. Bales.: [222, 1215, 310, 1236]
- table-row: [31, 1261, 312, 1272]
- correspondence-title: CORRESPONDENCE.: [1340, 798, 1507, 815]
- table-cell: 802: [199, 1285, 212, 1294]
- table-cell: 15,365: [285, 1296, 310, 1306]
- article-paragraph: It is probable that action will be taken against those who were engaged in sweeps at the Hutt Races on the 30th ult.: [1596, 943, 1909, 967]
- prize-entry: Pot Plants [grown by ladies] 4 varieties, Mr. J. East's Prize, China Flower Pots—Mrs Williams.: [1604, 1896, 1909, 1920]
- article-paragraph: Bourke, Smith and Co., at their Mart, on Saturday, 17th inst.—Gates, booths, &c., for Boxing Day races, a quantity of ale and stout, also, a splendid trap, novels, concertinas, &c.: [31, 792, 312, 829]
- article-paragraph: Money orders should be obtained and letters registered one hour before the time of closing any mail.: [31, 710, 312, 734]
- column-3: [657, 43, 938, 1932]
- column-1: [31, 43, 312, 1932]
- prize-category: PLANTS NOT NECESSARILY IN BLOOM.: [1667, 1923, 1838, 1932]
- article-paragraph: The cricket match between the English Eleven and Eleven of N. S. Wales, was concluded to-day, resulting in a victory for the former by 68 runs ; the respective scores for each innings are—English 272, and 162 ; New South Wales 210, and 156 ; of the second total, Massie contributed 70 in the second innings. The bowling of the English team was dead on the wicket, and their batting was also very good.: [1596, 169, 1909, 244]
- table-header: Available Arrivals. Bales.: [141, 1215, 212, 1236]
